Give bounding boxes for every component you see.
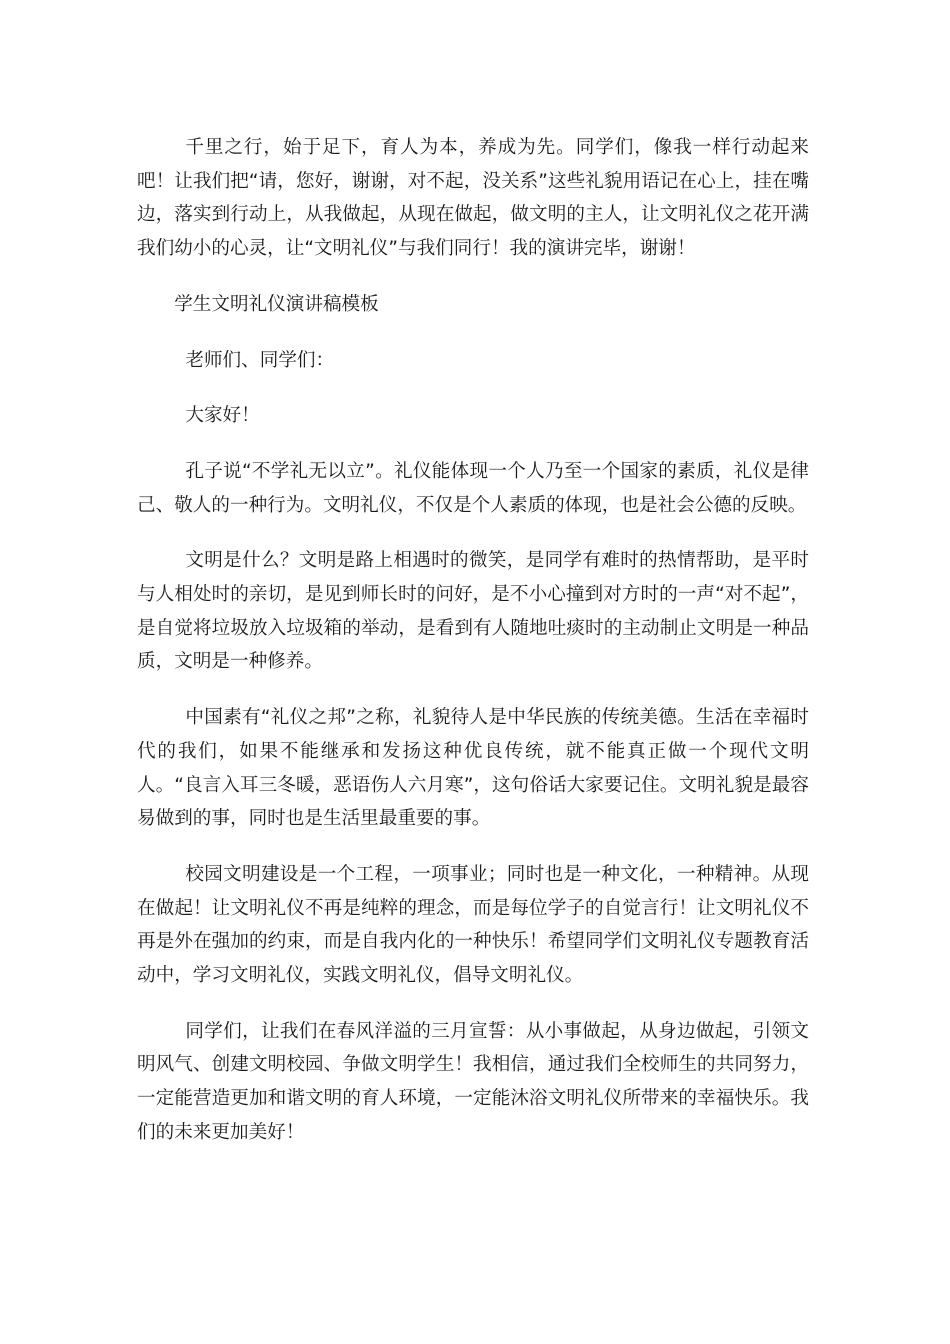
paragraph-closing: 千里之行，始于足下，育人为本，养成为先。同学们，像我一样行动起来吧！让我们把“请，您好，谢谢，对不起，没关系”这些礼貌用语记在心上，挂在嘴边，落实到行动上，从我做起，从现在做起，做文明的主人，让文明礼仪之花开满我们幼小的心灵，让“文明礼仪”与我们同行！我的演讲完毕，谢谢！ (137, 137, 809, 260)
paragraph-confucius: 孔子说“不学礼无以立”。礼仪能体现一个人乃至一个国家的素质，礼仪是律己、敬人的一种行为。文明礼仪，不仅是个人素质的体现，也是社会公德的反映。 (137, 460, 809, 516)
paragraph-salutation: 老师们、同学们： (185, 349, 335, 371)
paragraph-greeting: 大家好！ (185, 405, 260, 427)
paragraph-china-etiquette: 中国素有“礼仪之邦”之称，礼貌待人是中华民族的传统美德。生活在幸福时代的我们，如果不能继承和发扬这种优良传统，就不能真正做一个现代文明人。“良言入耳三冬暖，恶语伤人六月寒”，这句俗话大家要记住。文明礼貌是最容易做到的事，同时也是生活里最重要的事。 (137, 707, 809, 830)
paragraph-pledge: 同学们，让我们在春风洋溢的三月宣誓：从小事做起，从身边做起，引领文明风气、创建文明校园、争做文明学生！我相信，通过我们全校师生的共同努力，一定能营造更加和谐文明的育人环境，一定能沐浴文明礼仪所带来的幸福快乐。我们的未来更加美好！ (137, 1020, 809, 1143)
paragraph-campus-civility: 校园文明建设是一个工程，一项事业；同时也是一种文化，一种精神。从现在做起！让文明礼仪不再是纯粹的理念，而是每位学子的自觉言行！让文明礼仪不再是外在强加的约束，而是自我内化的一种快乐！希望同学们文明礼仪专题教育活动中，学习文明礼仪，实践文明礼仪，倡导文明礼仪。 (137, 863, 809, 987)
section-title: 学生文明礼仪演讲稿模板 (174, 293, 379, 315)
paragraph-what-is-civility: 文明是什么？文明是路上相遇时的微笑，是同学有难时的热情帮助，是平时与人相处时的亲切，是见到师长时的问好，是不小心撞到对方时的一声“对不起”，是自觉将垃圾放入垃圾箱的举动，是看到有人随地吐痰时的主动制止文明是一种品质，文明是一种修养。 (137, 550, 809, 673)
document-body (137, 131, 809, 1172)
